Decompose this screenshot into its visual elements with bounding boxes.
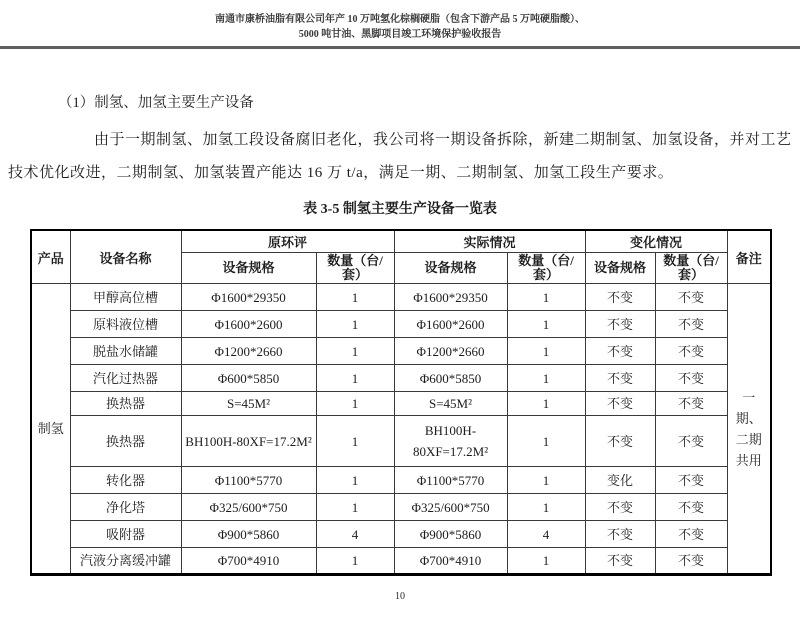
header-rule [0,46,800,49]
table-row [31,284,771,311]
cell-orig-qty: 1 [316,284,394,311]
col-group-original-eia: 原环评 [181,230,394,253]
cell-actual-spec: Φ325/600*750 [394,494,507,521]
cell-actual-qty: 1 [507,494,585,521]
col-header-spec-change: 设备规格 [585,253,655,284]
cell-change-qty: 不变 [655,494,727,521]
cell-orig-qty: 1 [316,392,394,416]
cell-name: 汽液分离缓冲罐 [70,548,181,575]
table-header-row-1 [31,230,771,253]
table-row [31,392,771,416]
cell-orig-spec: S=45M² [181,392,316,416]
cell-name: 换热器 [70,392,181,416]
cell-change-spec: 不变 [585,416,655,467]
col-header-remark: 备注 [727,230,771,284]
cell-change-spec: 不变 [585,548,655,575]
cell-orig-qty: 4 [316,521,394,548]
cell-actual-spec: Φ1100*5770 [394,467,507,494]
table-title: 表 3-5 制氢主要生产设备一览表 [303,202,497,217]
running-head-line-2: 5000 吨甘油、黑脚项目竣工环境保护验收报告 [298,29,502,40]
cell-orig-spec: Φ600*5850 [181,365,316,392]
cell-orig-qty: 1 [316,311,394,338]
cell-change-qty: 不变 [655,311,727,338]
cell-name: 换热器 [70,416,181,467]
cell-change-qty: 不变 [655,416,727,467]
col-header-quantity-original: 数量（台/套） [316,253,394,284]
cell-name: 汽化过热器 [70,365,181,392]
equipment-table [30,229,772,576]
page-number: 10 [395,591,405,602]
cell-actual-spec: Φ1200*2660 [394,338,507,365]
col-header-quantity-change: 数量（台/套） [655,253,727,284]
cell-change-spec: 不变 [585,365,655,392]
cell-actual-qty: 4 [507,521,585,548]
cell-name: 原料液位槽 [70,311,181,338]
cell-change-qty: 不变 [655,521,727,548]
cell-change-spec: 变化 [585,467,655,494]
cell-change-qty: 不变 [655,338,727,365]
running-head [0,0,800,42]
col-header-spec-actual: 设备规格 [394,253,507,284]
col-header-quantity-actual: 数量（台/套） [507,253,585,284]
cell-change-qty: 不变 [655,548,727,575]
cell-actual-spec: BH100H-80XF=17.2M² [394,416,507,467]
table-row [31,365,771,392]
cell-change-spec: 不变 [585,521,655,548]
cell-name: 脱盐水储罐 [70,338,181,365]
col-header-spec-original: 设备规格 [181,253,316,284]
cell-actual-qty: 1 [507,548,585,575]
running-head-line-1: 南通市康桥油脂有限公司年产 10 万吨氢化棕榈硬脂（包含下游产品 5 万吨硬脂酸）、 [215,14,585,25]
page-content [0,91,800,576]
cell-change-spec: 不变 [585,392,655,416]
cell-orig-spec: Φ700*4910 [181,548,316,575]
col-group-change: 变化情况 [585,230,727,253]
cell-actual-qty: 1 [507,284,585,311]
cell-change-spec: 不变 [585,311,655,338]
cell-change-qty: 不变 [655,392,727,416]
col-header-equipment-name: 设备名称 [70,230,181,284]
col-header-product: 产品 [31,230,70,284]
section-heading: （1）制氢、加氢主要生产设备 [58,95,254,111]
cell-orig-spec: Φ1200*2660 [181,338,316,365]
product-cell: 制氢 [31,284,70,575]
table-row [31,338,771,365]
cell-orig-qty: 1 [316,494,394,521]
cell-orig-spec: BH100H-80XF=17.2M² [181,416,316,467]
cell-name: 甲醇高位槽 [70,284,181,311]
cell-actual-qty: 1 [507,467,585,494]
cell-actual-spec: Φ1600*2600 [394,311,507,338]
col-group-actual: 实际情况 [394,230,585,253]
cell-change-qty: 不变 [655,284,727,311]
cell-actual-qty: 1 [507,416,585,467]
cell-change-spec: 不变 [585,338,655,365]
cell-orig-qty: 1 [316,338,394,365]
cell-orig-qty: 1 [316,416,394,467]
table-row [31,311,771,338]
cell-orig-spec: Φ1600*29350 [181,284,316,311]
table-row [31,416,771,467]
cell-change-spec: 不变 [585,284,655,311]
cell-actual-qty: 1 [507,338,585,365]
body-paragraph: 由于一期制氢、加氢工段设备腐旧老化，我公司将一期设备拆除，新建二期制氢、加氢设备，并对工艺技术优化改进，二期制氢、加氢装置产能达 16 万 t/a，满足一期、二期制氢、加氢工段生产要求。 [8,132,792,181]
cell-actual-qty: 1 [507,311,585,338]
cell-orig-spec: Φ900*5860 [181,521,316,548]
table-row [31,494,771,521]
cell-change-spec: 不变 [585,494,655,521]
table-row [31,548,771,575]
cell-change-qty: 不变 [655,365,727,392]
cell-orig-spec: Φ1100*5770 [181,467,316,494]
cell-orig-spec: Φ325/600*750 [181,494,316,521]
cell-actual-spec: Φ700*4910 [394,548,507,575]
cell-orig-spec: Φ1600*2600 [181,311,316,338]
equipment-table-body [31,284,771,575]
cell-actual-spec: Φ900*5860 [394,521,507,548]
cell-orig-qty: 1 [316,365,394,392]
cell-orig-qty: 1 [316,548,394,575]
table-row [31,521,771,548]
cell-actual-spec: Φ600*5850 [394,365,507,392]
cell-change-qty: 不变 [655,467,727,494]
remark-cell: 一期、二期共用 [727,284,771,575]
cell-actual-spec: S=45M² [394,392,507,416]
cell-orig-qty: 1 [316,467,394,494]
cell-name: 吸附器 [70,521,181,548]
cell-name: 净化塔 [70,494,181,521]
table-row [31,467,771,494]
cell-actual-qty: 1 [507,365,585,392]
cell-actual-spec: Φ1600*29350 [394,284,507,311]
cell-name: 转化器 [70,467,181,494]
cell-actual-qty: 1 [507,392,585,416]
